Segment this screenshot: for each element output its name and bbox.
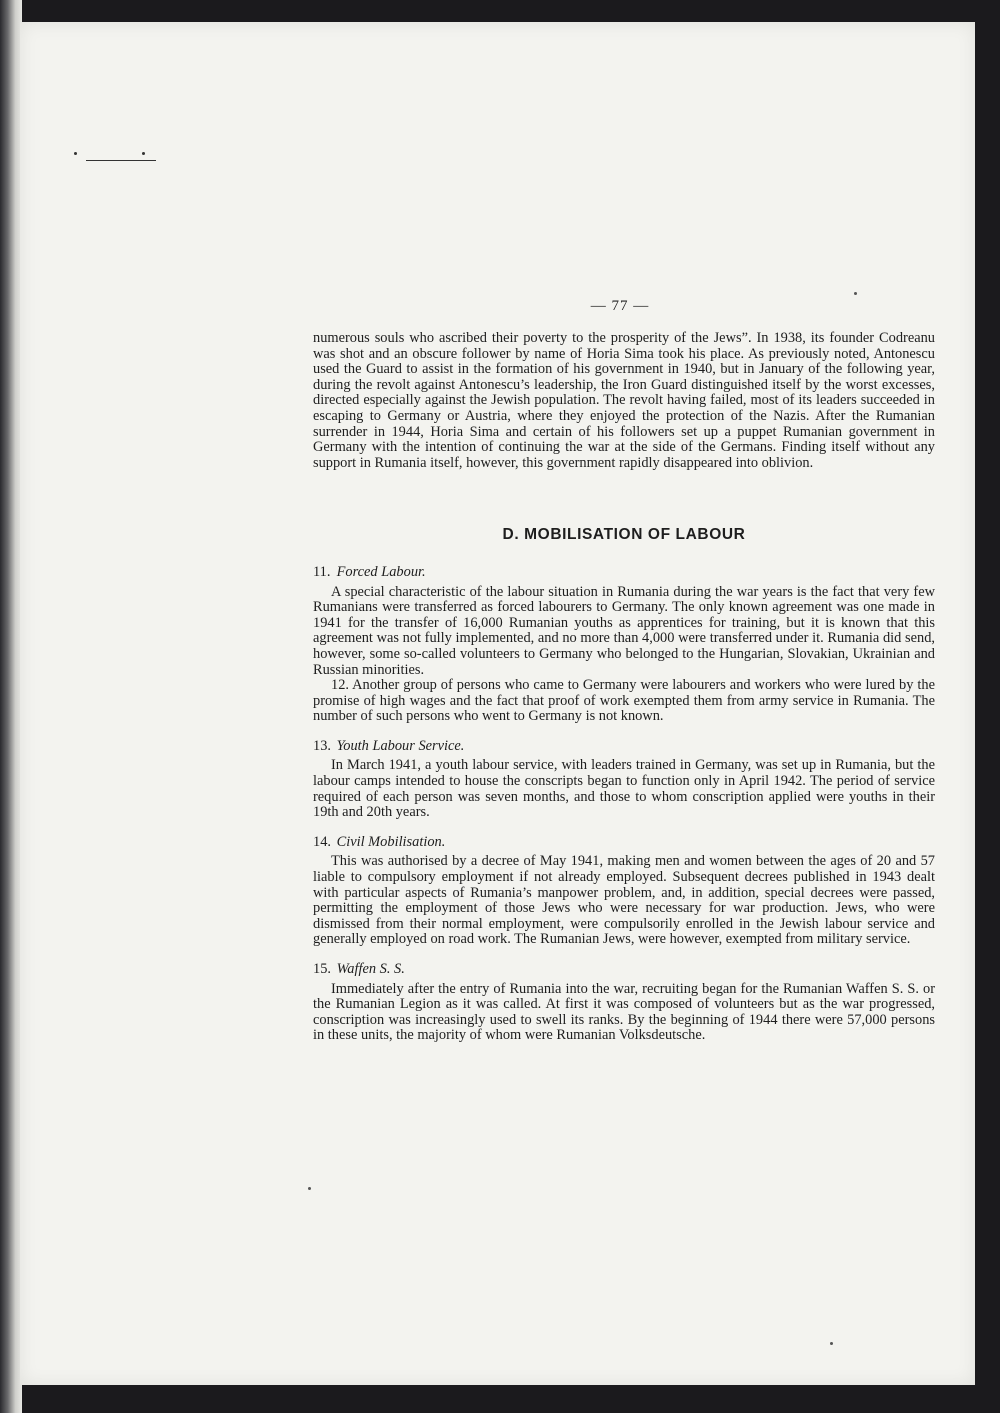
subsection-title: Forced Labour. [336,563,426,580]
subsection-title: Civil Mobilisation. [336,833,446,850]
page-number: — 77 — [590,298,650,314]
stray-dot [308,1187,311,1190]
pencil-dot [142,152,145,155]
pencil-dot [74,152,77,155]
paragraph: A special characteristic of the labour situation in Rumania during the war years is the fact that very few Rumanians were transferred as forced labourers to Germany. The only known agreement was one made in 1941 for the transfer of 16,000 Rumanian youths as apprentices for training, but it is known that this agreement was not fully implemented, and no more than 4,000 were transferred under it. Rumania did send, however, some so-called volunteers to Germany who belonged to the Hungarian, Slovakian, Ukrainian and Russian minorities. [313,583,935,678]
subsection-heading-11 [313,565,935,581]
subsection-number: 11. [313,563,331,580]
stray-dot [830,1342,833,1345]
section-heading: D. MOBILISATION OF LABOUR [502,526,746,544]
subsection-heading-14 [313,835,935,851]
subsection-number: 14. [313,833,331,850]
scan-binding-edge [0,0,22,1413]
subsection-title: Waffen S. S. [336,961,405,977]
subsection-heading-13 [313,739,935,755]
paragraph: Immediately after the entry of Rumania into the war, recruiting began for the Rumanian Waffen S. S. or the Rumanian Legion as it was called. At first it was composed of volunteers but as the war progressed, conscription was increasingly used to swell its ranks. By the beginning of 1944 there were 57,000 persons in these units, the majority of whom were Rumanian Volksdeutsche. [313,980,935,1044]
subsection-heading-15 [313,962,935,978]
margin-pencil-mark [74,152,156,166]
paragraph: In March 1941, a youth labour service, with leaders trained in Germany, was set up in Rumania, but the labour camps intended to house the conscripts began to function only in April 1942. The period of service required of each person was seven months, and those to whom conscription applied were youths in their 19th and 20th years. [313,757,935,821]
paragraph: 12. Another group of persons who came to Germany were labourers and workers who were lured by the promise of high wages and the fact that proof of work exempted them from army service in Rumania. The number of such persons who went to Germany is not known. [313,677,935,725]
pencil-line [86,160,156,161]
paragraph: This was authorised by a decree of May 1941, making men and women between the ages of 20 and 57 liable to compulsory employment if not already employed. Subsequent decrees published in 1943 dealt with particular aspects of Rumania’s manpower problem, and, in addition, special decrees were passed, permitting the employment of those Jews who were necessary for war production. Jews, who were dismissed from their normal employment, were compulsorily enrolled in the Jewish labour service and generally employed on road work. The Rumanian Jews, were however, exempted from military service. [313,853,935,948]
document-body [313,331,935,1044]
subsection-number: 15. [313,961,331,977]
stray-dot [854,292,857,295]
subsection-number: 13. [313,737,331,754]
subsection-title: Youth Labour Service. [336,737,465,754]
intro-paragraph: numerous souls who ascribed their poverty to the prosperity of the Jews”. In 1938, its founder Codreanu was shot and an obscure follower by name of Horia Sima took his place. As previously noted, Antonescu used the Guard to assist in the formation of his government in 1940, but in January of the following year, during the revolt against Antonescu’s leadership, the Iron Guard distinguished itself by the worst excesses, directed especially against the Jewish population. The revolt having failed, most of its leaders succeeded in escaping to Germany or Austria, where they enjoyed the protection of the Nazis. After the Rumanian surrender in 1944, Horia Sima and certain of his followers set up a puppet Rumanian government in Germany with the intention of continuing the war at the side of the Germans. Finding itself without any support in Rumania itself, however, this government rapidly disappeared into oblivion. [313,330,935,471]
